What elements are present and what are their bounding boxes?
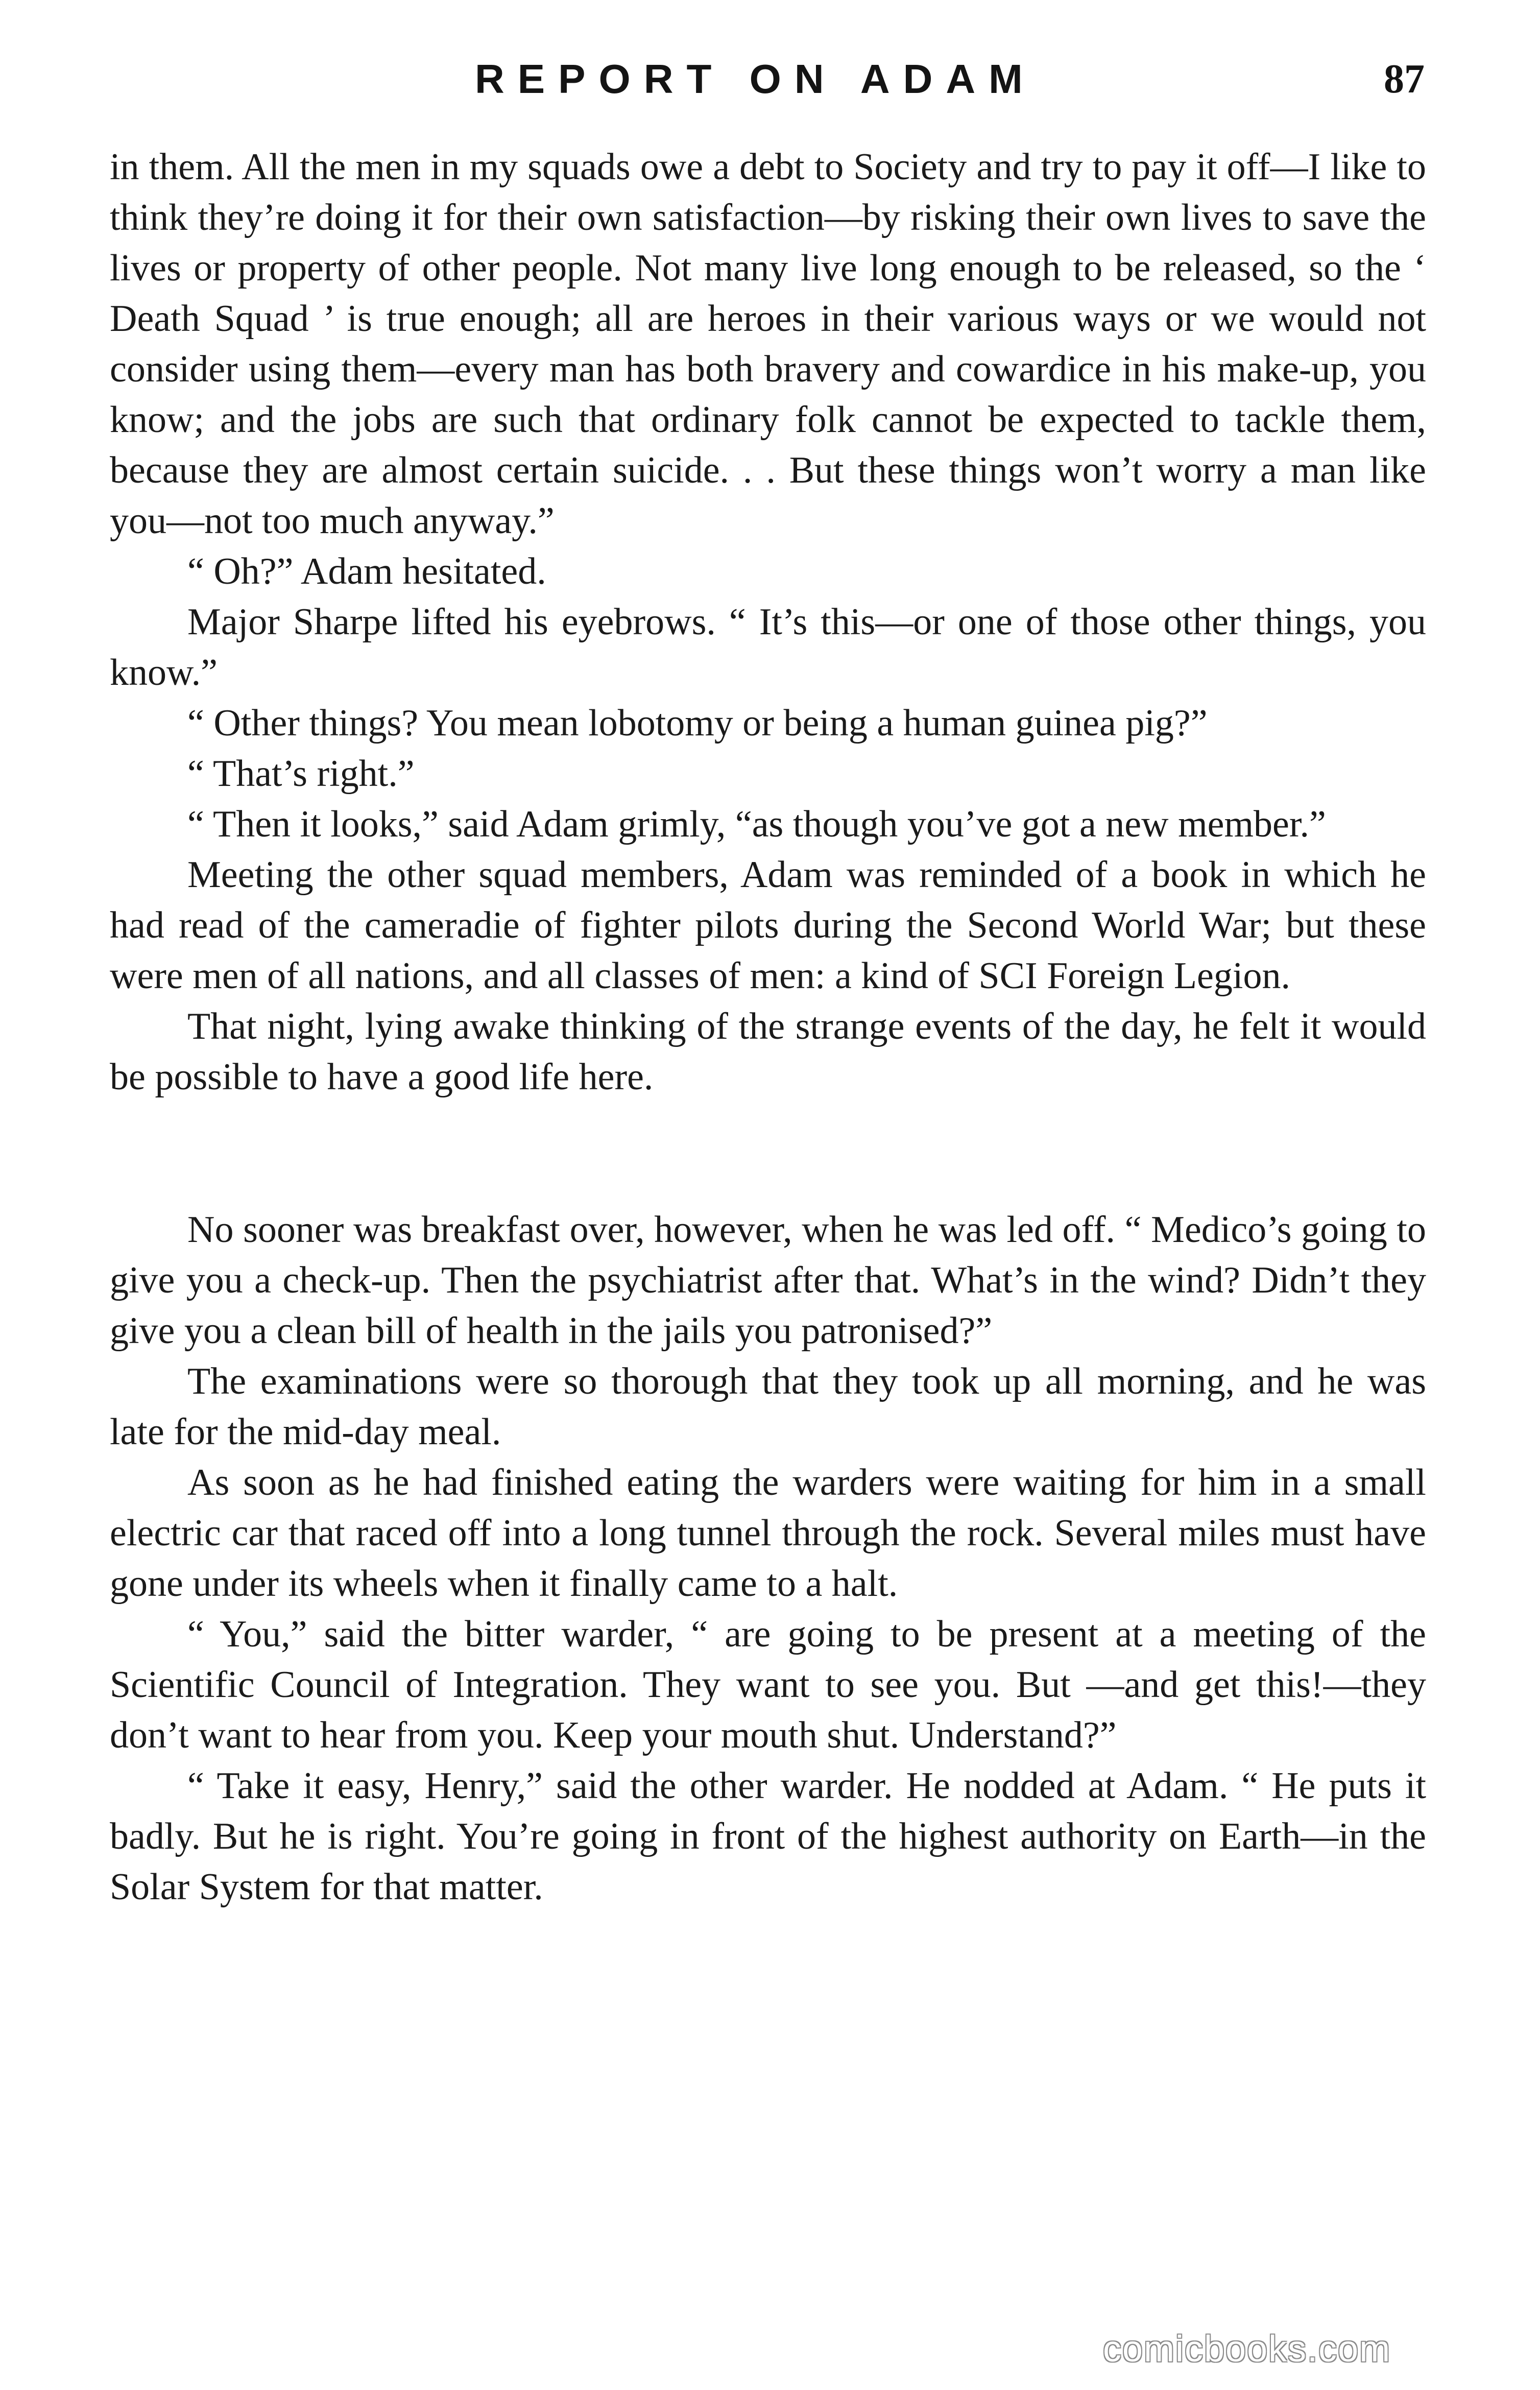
- running-header: [0, 51, 1540, 107]
- paragraph: Meeting the other squad members, Adam was reminded of a book in which he had read of the cameradie of fighter pilots during the Second World War; but these were men of all nations, and all classes of men: a kind of SCI Foreign Legion.: [110, 854, 1426, 997]
- body-text: [110, 142, 1426, 1913]
- running-title: REPORT ON ADAM: [475, 56, 1036, 102]
- paragraph: “ You,” said the bitter warder, “ are going to be present at a meeting of the Scientific Council of Integration. They want to see you. But —and get this!—they don’t want to hear from you. Keep your mouth shut. Understand?”: [110, 1613, 1426, 1756]
- page-number: 87: [1384, 57, 1425, 102]
- paragraph: Major Sharpe lifted his eyebrows. “ It’s this—or one of those other things, you know.”: [110, 601, 1426, 694]
- paragraph: That night, lying awake thinking of the strange events of the day, he felt it would be possible to have a good life here.: [110, 1006, 1426, 1098]
- paragraph: “ Other things? You mean lobotomy or being a human guinea pig?”: [187, 702, 1208, 744]
- paragraph: The examinations were so thorough that they took up all morning, and he was late for the mid-day meal.: [110, 1360, 1426, 1453]
- paragraph: No sooner was breakfast over, however, when he was led off. “ Medico’s going to give you a check-up. Then the psychiatrist after that. What’s in the wind? Didn’t they give you a clean bill of health in the jails you patronised?”: [110, 1209, 1426, 1352]
- paragraph: “ Oh?” Adam hesitated.: [187, 551, 546, 592]
- paragraph: in them. All the men in my squads owe a debt to Society and try to pay it off—I like to think they’re doing it for their own satisfaction—by risking their own lives to save the lives or property of other people. Not many live long enough to be released, so the ‘ Death Squad ’ is true enough; all are heroes in their various ways or we would not consider using them—every man has both bravery and cowardice in his make-up, you know; and the jobs are such that ordinary folk cannot be expected to tackle them, because they are almost certain suicide. . . But these things won’t worry a man like you—not too much anyway.”: [110, 146, 1426, 542]
- paragraph: As soon as he had finished eating the warders were waiting for him in a small electric car that raced off into a long tunnel through the rock. Several miles must have gone under its wheels when it finally came to a halt.: [110, 1462, 1426, 1605]
- paragraph: “ That’s right.”: [187, 753, 415, 795]
- section-break: [110, 1103, 1426, 1205]
- paragraph: “ Take it easy, Henry,” said the other warder. He nodded at Adam. “ He puts it badly. But he is right. You’re going in front of the highest authority on Earth—in the Solar System for that matter.: [110, 1765, 1426, 1908]
- paragraph: “ Then it looks,” said Adam grimly, “as though you’ve got a new member.”: [187, 803, 1326, 845]
- watermark: comicbooks.com: [1103, 2329, 1391, 2370]
